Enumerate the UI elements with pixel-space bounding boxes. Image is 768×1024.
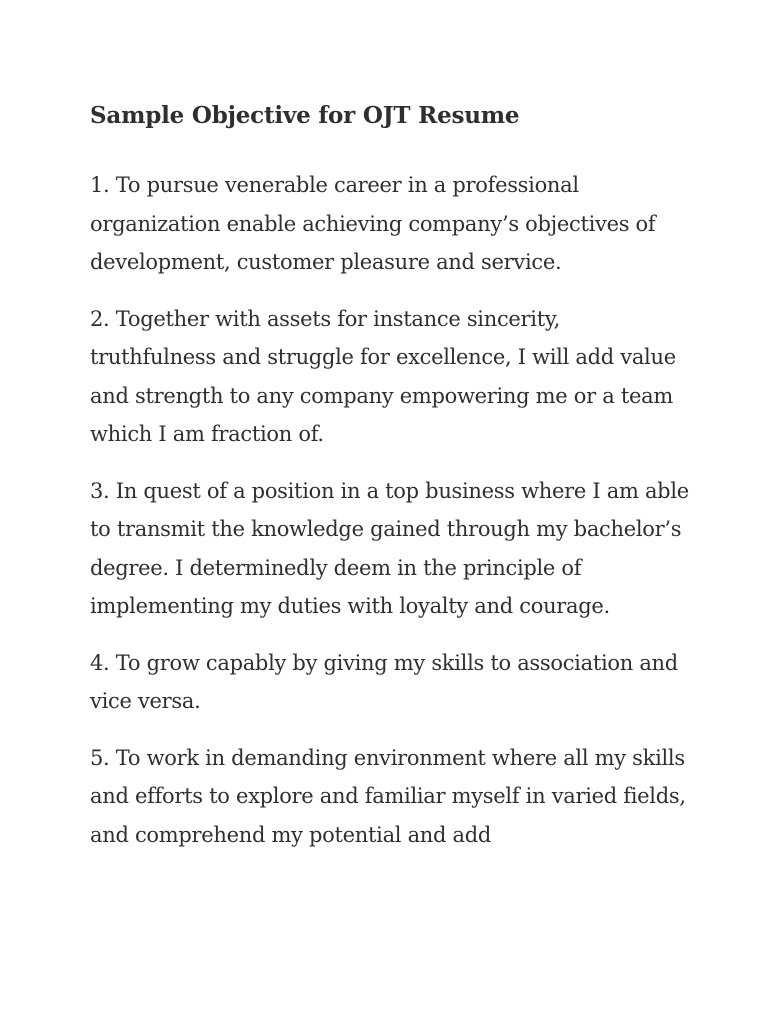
document-page (90, 100, 690, 872)
document-title: Sample Objective for OJT Resume (90, 102, 520, 129)
objective-item-1: 1. To pursue venerable career in a professional organization enable achieving company’s objectives of development, customer pleasure and service. (90, 173, 656, 274)
objective-item-5: 5. To work in demanding environment where all my skills and efforts to explore and familiar myself in varied fields, and comprehend my potential and add (90, 745, 686, 847)
objective-item-3: 3. In quest of a position in a top business where I am able to transmit the knowledge gained through my bachelor’s degree. I determinedly deem in the principle of implementing my duties with loyalty and courage. (90, 478, 689, 618)
objective-item-4: 4. To grow capably by giving my skills to association and vice versa. (90, 650, 678, 713)
objective-item-2: 2. Together with assets for instance sincerity, truthfulness and struggle for excellence, I will add value and strength to any company empowering me or a team which I am fraction of. (90, 306, 676, 446)
